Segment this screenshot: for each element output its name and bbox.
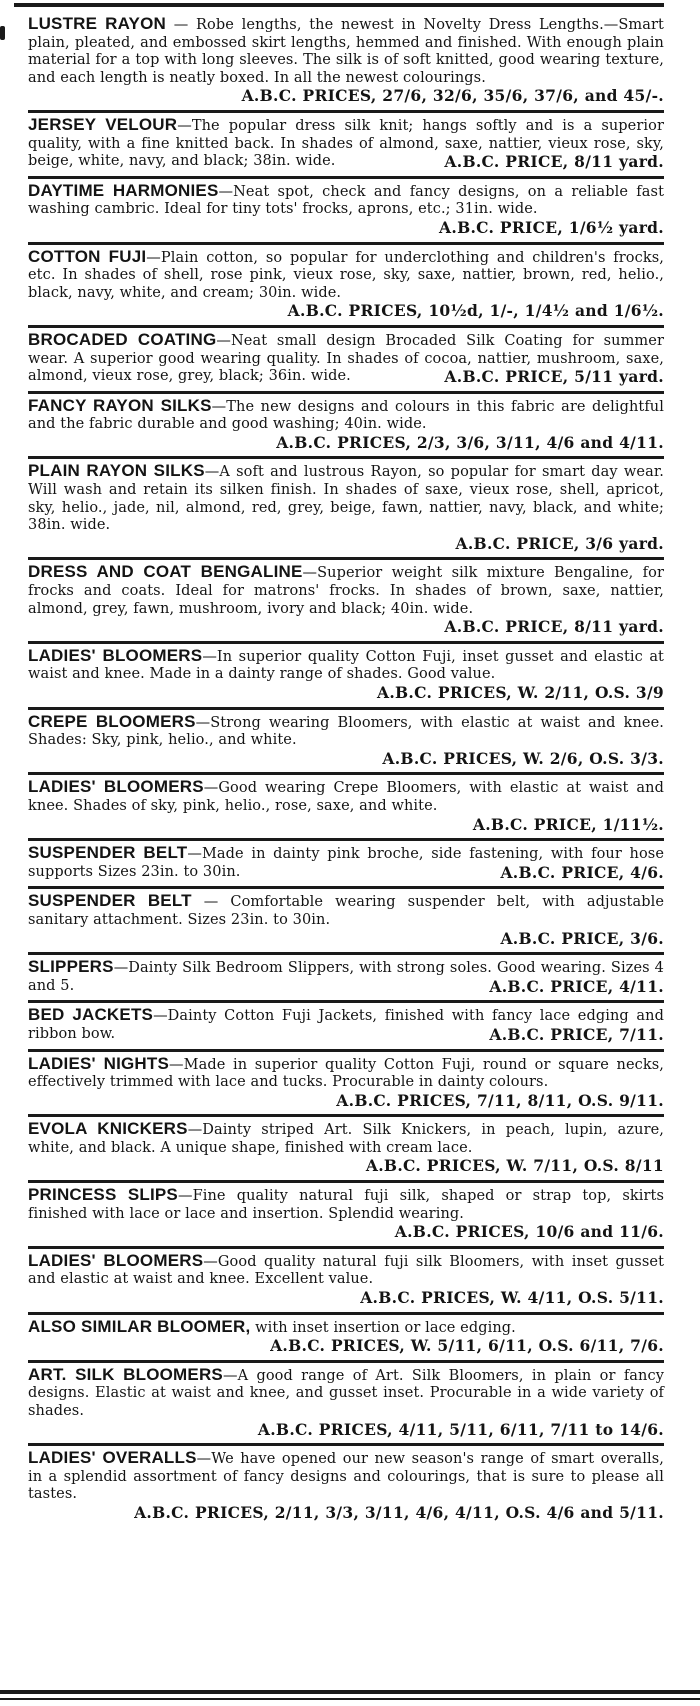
entry-price: A.B.C. PRICE, 8/11 yard.: [444, 152, 664, 172]
entry-title: COTTON FUJI: [28, 246, 147, 266]
entry-ladies-bloomers-cotton: [28, 644, 664, 710]
entry-price: A.B.C. PRICES, W. 5/11, 6/11, O.S. 6/11, 7/6.: [270, 1336, 664, 1356]
entry-body: —Plain cotton, so popular for underclothing and children's frocks, etc. In shades of shell, rose pink, vieux rose, sky, saxe, nattier, brown, red, helio., black, navy, white, and cream; 30in. wide.: [28, 249, 664, 301]
entry-ladies-overalls: [28, 1446, 664, 1526]
entry-title: BED JACKETS: [28, 1005, 154, 1025]
entry-body: —A soft and lustrous Rayon, so popular for smart day wear. Will wash and retain its silken finish. In shades of saxe, vieux rose, shell, apricot, sky, helio., jade, nil, almond, red, grey, beige, fawn, nattier, navy, black, and white; 38in. wide.: [28, 464, 664, 534]
entry-title: LADIES' BLOOMERS: [28, 1250, 204, 1270]
entry-price: A.B.C. PRICE, 4/6.: [500, 862, 664, 882]
entry-title: SUSPENDER BELT: [28, 891, 192, 911]
entry-body: —Strong wearing Bloomers, with elastic at waist and knee. Shades: Sky, pink, helio., and white.: [28, 714, 664, 749]
entry-body: —Good wearing Crepe Bloomers, with elastic at waist and knee. Shades of sky, pink, helio., rose, saxe, and white.: [28, 780, 664, 814]
entry-title: LADIES' OVERALLS: [28, 1448, 197, 1468]
advertisement-page: [28, 0, 664, 1706]
margin-mark: [0, 26, 5, 40]
entry-price: A.B.C. PRICES, 4/11, 5/11, 6/11, 7/11 to 14/6.: [257, 1419, 664, 1439]
entry-bed-jackets: [28, 1003, 664, 1051]
entry-title: DAYTIME HARMONIES: [28, 180, 219, 200]
entry-body: —We have opened our new season's range of smart overalls, in a splendid assortment of fancy designs and colourings, that is sure to please all tastes.: [28, 1451, 665, 1503]
entry-title: LADIES' BLOOMERS: [28, 777, 204, 797]
entry-body: —A good range of Art. Silk Bloomers, in plain or fancy designs. Elastic at waist and knee, and gusset inset. Procurable in a wide variety of shades.: [28, 1367, 664, 1419]
entry-title: BROCADED COATING: [28, 329, 217, 349]
entry-body: — Robe lengths, the newest in Novelty Dress Lengths.—Smart plain, pleated, and embossed skirt lengths, hemmed and finished. With enough plain material for a top with long sleeves. The silk is of soft knitted, good wearing texture, and each length is neatly boxed. In all the newest colourings.: [28, 17, 664, 86]
entry-body: —Dainty Silk Bedroom Slippers, with strong soles. Good wearing. Sizes 4 and 5.: [28, 960, 664, 994]
entry-slippers: [28, 955, 664, 1003]
entry-plain-rayon-silks: [28, 459, 664, 560]
entry-jersey-velour: [28, 113, 664, 179]
entry-price: A.B.C. PRICE, 3/6.: [500, 928, 664, 948]
entry-price: A.B.C. PRICE, 5/11 yard.: [444, 367, 664, 387]
entry-body: —Dainty Cotton Fuji Jackets, finished with fancy lace edging and ribbon bow.: [28, 1008, 664, 1042]
entry-body: —The popular dress silk knit; hangs softly and is a superior quality, with a fine knitted back. In shades of almond, saxe, nattier, vieux rose, sky, beige, white, navy, and black; 38in. wide.: [28, 117, 664, 170]
entry-price: A.B.C. PRICE, 1/6½ yard.: [439, 217, 664, 237]
entry-ladies-bloomers-crepe: [28, 775, 664, 841]
entry-price: A.B.C. PRICES, 27/6, 32/6, 35/6, 37/6, and 45/-.: [241, 86, 664, 106]
entry-price: A.B.C. PRICES, W. 4/11, O.S. 5/11.: [360, 1288, 664, 1308]
entry-price: A.B.C. PRICE, 4/11.: [489, 976, 664, 996]
entry-art-silk-bloomers: [28, 1363, 664, 1446]
entry-title: LUSTRE RAYON: [28, 14, 166, 33]
entry-title: EVOLA KNICKERS: [28, 1119, 188, 1139]
bottom-rule: [0, 1690, 700, 1694]
entry-title: DRESS AND COAT BENGALINE: [28, 562, 303, 582]
entry-list: [28, 12, 664, 1527]
entry-body: —The new designs and colours in this fabric are delightful and the fabric durable and good washing; 40in. wide.: [28, 398, 664, 433]
entry-title: PLAIN RAYON SILKS: [28, 461, 205, 481]
entry-title: SUSPENDER BELT: [28, 843, 188, 863]
entry-title: LADIES' BLOOMERS: [28, 645, 203, 665]
entry-suspender-belt-broche: [28, 841, 664, 889]
entry-title: CREPE BLOOMERS: [28, 711, 196, 731]
entry-lustre-rayon: [28, 12, 664, 113]
entry-price: A.B.C. PRICES, 10/6 and 11/6.: [394, 1222, 664, 1242]
entry-title: FANCY RAYON SILKS: [28, 395, 212, 415]
entry-body: —Made in dainty pink broche, side fastening, with four hose supports Sizes 23in. to 30in.: [28, 846, 664, 880]
entry-body: —In superior quality Cotton Fuji, inset gusset and elastic at waist and knee. Made in a dainty range of shades. Good value.: [28, 648, 664, 683]
entry-price: A.B.C. PRICE, 3/6 yard.: [455, 533, 664, 553]
entry-price: A.B.C. PRICES, 2/11, 3/3, 3/11, 4/6, 4/11, O.S. 4/6 and 5/11.: [134, 1502, 664, 1522]
entry-also-similar-bloomer: [28, 1315, 664, 1363]
entry-body: —Dainty striped Art. Silk Knickers, in peach, lupin, azure, white, and black. A unique shape, finished with cream lace.: [28, 1122, 664, 1156]
entry-cotton-fuji: [28, 245, 664, 328]
entry-title: LADIES' NIGHTS: [28, 1053, 170, 1073]
entry-title: PRINCESS SLIPS: [28, 1185, 178, 1205]
entry-suspender-belt-comfortable: [28, 889, 664, 955]
entry-body: —Fine quality natural fuji silk, shaped or strap top, skirts finished with lace or lace and insertion. Splendid wearing.: [28, 1188, 664, 1222]
entry-title: ALSO SIMILAR BLOOMER,: [28, 1316, 251, 1336]
entry-price: A.B.C. PRICE, 7/11.: [489, 1024, 664, 1044]
entry-ladies-nights: [28, 1052, 664, 1118]
entry-title: ART. SILK BLOOMERS: [28, 1364, 223, 1384]
bottom-rule-secondary: [0, 1698, 700, 1700]
entry-price: A.B.C. PRICES, 7/11, 8/11, O.S. 9/11.: [336, 1090, 664, 1110]
entry-daytime-harmonies: [28, 179, 664, 245]
entry-price: A.B.C. PRICES, W. 7/11, O.S. 8/11: [365, 1156, 664, 1176]
entry-fancy-rayon-silks: [28, 394, 664, 460]
entry-ladies-bloomers-fuji: [28, 1249, 664, 1315]
entry-princess-slips: [28, 1183, 664, 1249]
entry-brocaded-coating: [28, 328, 664, 394]
entry-price: A.B.C. PRICES, 2/3, 3/6, 3/11, 4/6 and 4/11.: [276, 432, 664, 452]
entry-dress-coat-bengaline: [28, 560, 664, 643]
entry-body: —Made in superior quality Cotton Fuji, round or square necks, effectively trimmed with lace and tucks. Procurable in dainty colours.: [28, 1056, 664, 1091]
entry-body: with inset insertion or lace edging.: [250, 1319, 516, 1336]
entry-evola-knickers: [28, 1117, 664, 1183]
entry-body: —Neat spot, check and fancy designs, on a reliable fast washing cambric. Ideal for tiny tots' frocks, aprons, etc.; 31in. wide.: [28, 183, 664, 218]
entry-body: —Good quality natural fuji silk Bloomers, with inset gusset and elastic at waist and knee. Excellent value.: [28, 1253, 665, 1288]
entry-price: A.B.C. PRICES, W. 2/11, O.S. 3/9: [377, 683, 664, 702]
entry-price: A.B.C. PRICES, W. 2/6, O.S. 3/3.: [382, 748, 664, 768]
entry-body: —Superior weight silk mixture Bengaline, for frocks and coats. Ideal for matrons' frocks. In shades of brown, saxe, nattier, almond, grey, fawn, mushroom, ivory and black; 40in. wide.: [28, 565, 664, 617]
entry-body: —Neat small design Brocaded Silk Coating for summer wear. A superior good wearing quality. In shades of cocoa, nattier, mushroom, saxe, almond, vieux rose, grey, black; 36in. wide.: [28, 332, 664, 385]
entry-body: — Comfortable wearing suspender belt, with adjustable sanitary attachment. Sizes 23in. to 30in.: [28, 894, 665, 928]
entry-title: JERSEY VELOUR: [28, 114, 178, 134]
entry-price: A.B.C. PRICE, 8/11 yard.: [444, 617, 664, 637]
entry-crepe-bloomers: [28, 710, 664, 776]
entry-title: SLIPPERS: [28, 957, 114, 977]
entry-price: A.B.C. PRICE, 1/11½.: [472, 814, 664, 834]
entry-price: A.B.C. PRICES, 10½d, 1/-, 1/4½ and 1/6½.: [287, 301, 664, 321]
